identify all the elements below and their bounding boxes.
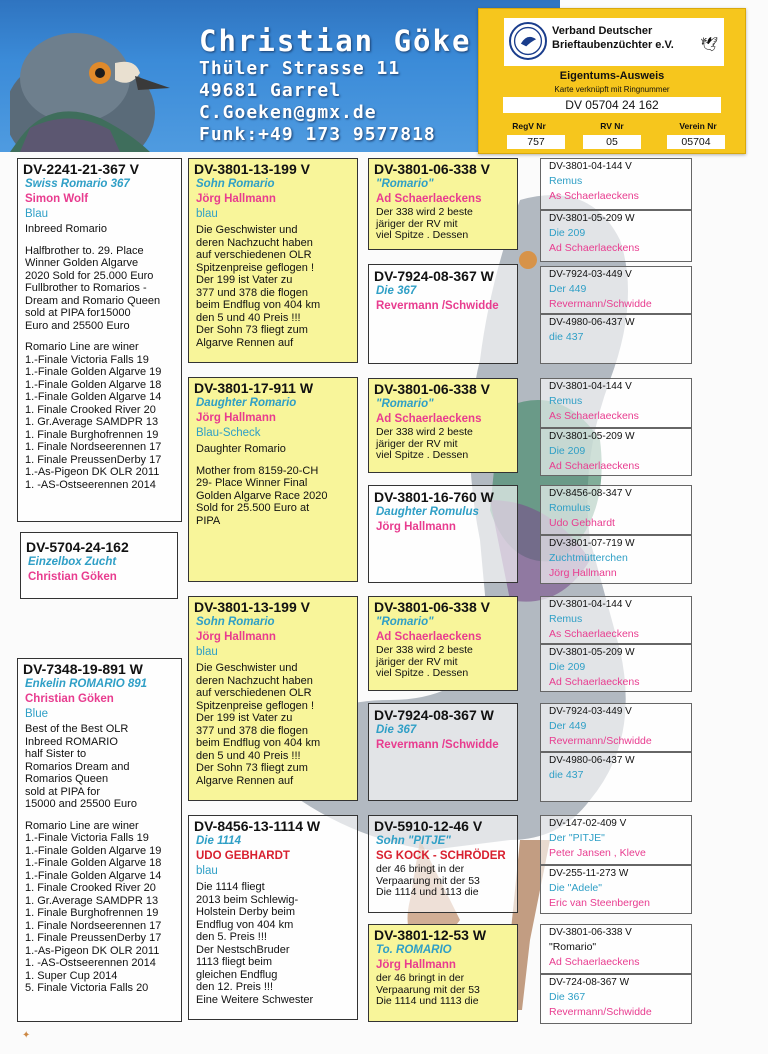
granddam-2-ring: DV-8456-13-1114 W: [194, 818, 321, 834]
text-line: 1113 fliegt beim: [196, 956, 273, 968]
text-line: half Sister to: [25, 748, 87, 760]
gggp-ring: DV-724-08-367 W: [549, 977, 630, 988]
text-line: 15000 and 25500 Euro: [25, 798, 137, 810]
text-line: Romarios Queen: [25, 773, 109, 785]
ggp-2-ring: DV-7924-08-367 W: [374, 268, 494, 284]
text-line: Mother from 8159-20-CH: [196, 464, 319, 477]
ggp-2-box[interactable]: [368, 264, 518, 364]
text-line: deren Nachzucht haben: [196, 674, 313, 687]
gggp-breeder: Ad Schaerlaeckens: [549, 242, 640, 254]
ggp-2-breeder: Revermann /Schwidde: [376, 300, 499, 312]
gggp-box[interactable]: [540, 924, 692, 974]
dam-ring: DV-7348-19-891 W: [23, 661, 143, 677]
gggp-name: Remus: [549, 395, 583, 407]
text-line: järiger der RV mit: [376, 655, 458, 668]
gggp-breeder: As Schaerlaeckens: [549, 628, 639, 640]
text-line: järiger der RV mit: [376, 217, 458, 230]
subject-ring: DV-5704-24-162: [26, 539, 129, 555]
gggp-breeder: Peter Jansen , Kleve: [549, 847, 646, 859]
text-line: Dream and Romario Queen: [25, 294, 161, 307]
text-line: Romarios Dream and: [25, 760, 130, 773]
text-line: 1. Finale PreussenDerby 17: [25, 932, 162, 944]
text-line: Winner Golden Algarve: [25, 257, 139, 269]
card-val-verein: 05704: [667, 135, 725, 149]
gggp-ring: DV-8456-08-347 V: [549, 488, 632, 499]
text-line: 1. Finale Burghofrennen 19: [25, 428, 159, 441]
card-subtitle: Karte verknüpft mit Ringnummer: [554, 85, 670, 94]
gggp-ring: DV-3801-06-338 V: [549, 927, 632, 938]
subject-box[interactable]: [20, 532, 178, 599]
spacer: [18, 236, 181, 245]
ggp-7-ring: DV-5910-12-46 V: [374, 818, 483, 834]
grandsire-1-ring: DV-3801-13-199 V: [194, 161, 310, 177]
spacer: [189, 456, 357, 465]
card-val-regv: 757: [507, 135, 565, 149]
ggp-5-breeder: Ad Schaerlaeckens: [376, 631, 482, 643]
gggp-name: Der 449: [549, 283, 587, 295]
granddam-2-name: Die 1114: [196, 835, 241, 847]
text-line: Halfbrother to. 29. Place: [25, 244, 144, 257]
ggp-3-breeder: Ad Schaerlaeckens: [376, 413, 482, 425]
pigeon-head-image: [10, 18, 195, 152]
gggp-ring: DV-3801-04-144 V: [549, 599, 632, 610]
text-line: viel Spitze . Dessen: [376, 667, 469, 679]
text-line: den 12. Preis !!!: [196, 981, 274, 993]
gggp-name: Die 209: [549, 445, 586, 457]
text-line: 29- Place Winner Final: [196, 477, 308, 489]
ggp-7-breeder: SG KOCK - SCHRÖDER: [376, 850, 506, 862]
text-line: Die 1114 und 1113 die: [376, 995, 479, 1007]
sire-box[interactable]: [17, 158, 182, 522]
text-line: viel Spitze . Dessen: [376, 229, 469, 241]
text-line: Der 199 ist Vater zu: [196, 274, 293, 286]
text-line: järiger der RV mit: [376, 437, 458, 450]
text-line: Fullbrother to Romarios -: [25, 282, 147, 294]
gggp-ring: DV-7924-03-449 V: [549, 269, 632, 280]
gggp-name: Die "Adele": [549, 882, 602, 894]
text-line: Verpaarung mit der 53: [376, 983, 480, 996]
sire-breeder: Simon Wolf: [25, 193, 89, 205]
gggp-box[interactable]: [540, 815, 692, 865]
gggp-box[interactable]: [540, 644, 692, 692]
granddam-2-description: [189, 881, 357, 1006]
grandsire-2-ring: DV-3801-13-199 V: [194, 599, 310, 615]
gggp-name: die 437: [549, 769, 584, 781]
gggp-name: Romulus: [549, 502, 591, 514]
gggp-name: "Romario": [549, 941, 597, 953]
gggp-breeder: Ad Schaerlaeckens: [549, 956, 640, 968]
grandsire-1-color: blau: [196, 208, 218, 220]
card-col-rv: RV Nr: [600, 121, 624, 131]
sire-description: [18, 223, 181, 491]
text-line: 377 und 378 die flogen: [196, 286, 308, 299]
gggp-box[interactable]: [540, 158, 692, 210]
text-line: 2020 Sold for 25.000 Euro: [25, 269, 154, 282]
ggp-6-breeder: Revermann /Schwidde: [376, 739, 499, 751]
ggp-4-breeder: Jörg Hallmann: [376, 521, 456, 533]
gggp-ring: DV-4980-06-437 W: [549, 755, 635, 766]
gggp-box[interactable]: [540, 314, 692, 364]
text-line: den 5 und 40 Preis !!!: [196, 311, 301, 324]
grandsire-1-box[interactable]: [188, 158, 358, 363]
gggp-name: Der "PITJE": [549, 832, 605, 844]
footer-logo-icon: ✦: [22, 1030, 31, 1041]
subject-breeder: Christian Göken: [28, 571, 117, 583]
text-line: beim Endflug von 404 km: [196, 299, 321, 311]
text-line: Sold for 25.500 Euro at: [196, 502, 310, 514]
card-col-regv: RegV Nr: [512, 121, 546, 131]
granddam-2-color: blau: [196, 865, 218, 877]
gggp-breeder: Revermann/Schwidde: [549, 298, 652, 310]
text-line: deren Nachzucht haben: [196, 236, 313, 249]
text-line: Die Geschwister und: [196, 662, 298, 674]
gggp-box[interactable]: [540, 266, 692, 314]
granddam-2-breeder: UDO GEBHARDT: [196, 850, 290, 862]
ggp-4-box[interactable]: [368, 485, 518, 583]
dam-breeder: Christian Göken: [25, 693, 114, 705]
gggp-name: Die 367: [549, 991, 586, 1003]
text-line: den 5. Preis !!!: [196, 931, 267, 943]
text-line: Holstein Derby beim: [196, 906, 296, 918]
text-line: 1.-Finale Golden Algarve 19: [25, 844, 162, 857]
text-line: 1.-Finale Victoria Falls 19: [25, 353, 149, 366]
text-line: Spitzenpreise geflogen !: [196, 699, 315, 712]
text-line: auf verschiedenen OLR: [196, 249, 312, 261]
text-line: 1. Finale Crooked River 20: [25, 882, 156, 894]
text-line: sold at PIPA for15000: [25, 307, 131, 319]
text-line: 1. Finale Nordseerennen 17: [25, 919, 162, 932]
text-line: 1.-Finale Golden Algarve 18: [25, 378, 162, 391]
ggp-7-name: Sohn "PITJE": [376, 835, 451, 847]
grandsire-2-breeder: Jörg Hallmann: [196, 631, 276, 643]
granddam-1-name: Daughter Romario: [196, 397, 297, 409]
text-line: Daughter Romario: [196, 443, 286, 455]
grandsire-2-name: Sohn Romario: [196, 616, 275, 628]
gggp-name: Die 209: [549, 661, 586, 673]
gggp-box[interactable]: [540, 703, 692, 752]
text-line: Spitzenpreise geflogen !: [196, 261, 315, 274]
text-line: 1. Finale Crooked River 20: [25, 403, 156, 416]
text-line: 377 und 378 die flogen: [196, 724, 308, 737]
sire-ring: DV-2241-21-367 V: [23, 161, 139, 177]
ggp-4-ring: DV-3801-16-760 W: [374, 489, 494, 505]
gggp-breeder: Revermann/Schwidde: [549, 1006, 652, 1018]
ggp-2-name: Die 367: [376, 285, 417, 297]
text-line: 1. Super Cup 2014: [25, 969, 118, 982]
text-line: Romario Line are winer: [25, 819, 139, 832]
subject-name: Einzelbox Zucht: [28, 556, 117, 568]
text-line: Der 338 wird 2 beste: [376, 644, 473, 656]
ggp-8-box[interactable]: [368, 924, 518, 1022]
text-line: Der NestschBruder: [196, 943, 290, 956]
text-line: Inbreed ROMARIO: [25, 735, 118, 748]
text-line: Golden Algarve Race 2020: [196, 489, 328, 502]
ggp-8-breeder: Jörg Hallmann: [376, 959, 456, 971]
dam-box[interactable]: [17, 658, 182, 1022]
ggp-1-name: "Romario": [376, 178, 434, 190]
text-line: Der 338 wird 2 beste: [376, 206, 473, 218]
grandsire-1-description: [189, 224, 357, 349]
gggp-ring: DV-7924-03-449 V: [549, 706, 632, 717]
text-line: Die 1114 fliegt: [196, 881, 265, 893]
dam-color: Blue: [25, 708, 49, 720]
gggp-name: Zuchtmütterchen: [549, 552, 628, 564]
granddam-1-box[interactable]: [188, 377, 358, 582]
gggp-name: die 437: [549, 331, 584, 343]
granddam-1-ring: DV-3801-17-911 W: [194, 380, 314, 396]
gggp-breeder: As Schaerlaeckens: [549, 410, 639, 422]
gggp-ring: DV-3801-05-209 W: [549, 647, 635, 658]
ggp-6-name: Die 367: [376, 724, 417, 736]
text-line: den 5 und 40 Preis !!!: [196, 749, 301, 762]
gggp-breeder: As Schaerlaeckens: [549, 190, 639, 202]
gggp-ring: DV-147-02-409 V: [549, 818, 627, 829]
text-line: Endflug von 404 km: [196, 918, 294, 931]
text-line: 1. Finale Nordseerennen 17: [25, 441, 162, 453]
sire-name: Swiss Romario 367: [25, 178, 130, 190]
gggp-name: Remus: [549, 613, 583, 625]
text-line: 1.-Finale Golden Algarve 14: [25, 869, 162, 882]
vdb-logo-icon: [509, 22, 547, 60]
text-line: Der Sohn 73 fliegt zum: [196, 762, 308, 774]
text-line: Der Sohn 73 fliegt zum: [196, 324, 308, 336]
gggp-breeder: Eric van Steenbergen: [549, 897, 650, 909]
gggp-ring: DV-3801-04-144 V: [549, 381, 632, 392]
ggp-6-box[interactable]: [368, 703, 518, 801]
text-line: 1. -AS-Ostseerennen 2014: [25, 957, 156, 969]
text-line: 1.-As-Pigeon DK OLR 2011: [25, 466, 160, 478]
text-line: Verpaarung mit der 53: [376, 874, 480, 887]
breeder-city: 49681 Garrel: [199, 80, 342, 101]
text-line: 1. Finale Burghofrennen 19: [25, 907, 159, 919]
ggp-3-box[interactable]: [368, 378, 518, 473]
grandsire-2-color: blau: [196, 646, 218, 658]
gggp-box[interactable]: [540, 210, 692, 262]
text-line: Best of the Best OLR: [25, 723, 129, 735]
gggp-box[interactable]: [540, 428, 692, 476]
gggp-name: Die 209: [549, 227, 586, 239]
text-line: 1.-Finale Golden Algarve 18: [25, 857, 162, 869]
gggp-breeder: Revermann/Schwidde: [549, 735, 652, 747]
grandsire-2-box[interactable]: [188, 596, 358, 801]
ggp-5-name: "Romario": [376, 616, 434, 628]
breeder-phone: Funk:+49 173 9577818: [199, 124, 436, 145]
text-line: 1.-As-Pigeon DK OLR 2011: [25, 944, 160, 957]
gggp-ring: DV-3801-07-719 W: [549, 538, 635, 549]
card-title: Eigentums-Ausweis: [559, 70, 665, 82]
gggp-box[interactable]: [540, 752, 692, 802]
gggp-box[interactable]: [540, 485, 692, 535]
bird-icon: 🕊: [700, 36, 718, 52]
granddam-1-color: Blau-Scheck: [196, 427, 261, 439]
card-val-rv: 05: [583, 135, 641, 149]
text-line: 2013 beim Schlewig-: [196, 893, 299, 906]
ggp-7-box[interactable]: [368, 815, 518, 913]
text-line: 5. Finale Victoria Falls 20: [25, 982, 149, 994]
text-line: 1. Gr.Average SAMDPR 13: [25, 416, 159, 428]
granddam-2-box[interactable]: [188, 815, 358, 1020]
text-line: auf verschiedenen OLR: [196, 687, 312, 699]
text-line: 1.-Finale Victoria Falls 19: [25, 832, 149, 844]
ggp-8-name: To. ROMARIO: [376, 944, 452, 956]
sire-color: Blau: [25, 208, 49, 220]
gggp-breeder: Ad Schaerlaeckens: [549, 460, 640, 472]
ggp-5-box[interactable]: [368, 596, 518, 691]
text-line: 1.-Finale Golden Algarve 14: [25, 391, 162, 403]
text-line: Der 338 wird 2 beste: [376, 426, 473, 438]
text-line: Der 199 ist Vater zu: [196, 712, 293, 724]
card-org-line1: Verband Deutscher: [552, 25, 653, 37]
gggp-breeder: Udo Gebhardt: [549, 517, 615, 529]
gggp-box[interactable]: [540, 535, 692, 584]
text-line: PIPA: [196, 514, 221, 527]
text-line: beim Endflug von 404 km: [196, 737, 321, 749]
dam-name: Enkelin ROMARIO 891: [25, 678, 148, 690]
ggp-3-ring: DV-3801-06-338 V: [374, 381, 490, 397]
text-line: Algarve Rennen auf: [196, 774, 294, 787]
text-line: viel Spitze . Dessen: [376, 449, 469, 461]
spacer: [18, 811, 181, 820]
text-line: Romario Line are winer: [25, 341, 139, 353]
breeder-street: Thüler Strasse 11: [199, 58, 401, 79]
text-line: gleichen Endflug: [196, 968, 278, 981]
text-line: der 46 bringt in der: [376, 972, 465, 984]
gggp-breeder: Ad Schaerlaeckens: [549, 676, 640, 688]
ggp-5-ring: DV-3801-06-338 V: [374, 599, 490, 615]
breeder-email[interactable]: C.Goeken@gmx.de: [199, 102, 377, 123]
text-line: der 46 bringt in der: [376, 863, 465, 875]
ggp-3-name: "Romario": [376, 398, 434, 410]
gggp-box[interactable]: [540, 974, 692, 1024]
gggp-breeder: Jörg Hallmann: [549, 567, 617, 579]
text-line: Inbreed Romario: [25, 223, 107, 235]
card-ring-number: DV 05704 24 162: [503, 97, 721, 113]
gggp-ring: DV-3801-04-144 V: [549, 161, 632, 172]
gggp-box[interactable]: [540, 865, 692, 914]
gggp-box[interactable]: [540, 596, 692, 644]
text-line: 1. -AS-Ostseerennen 2014: [25, 478, 156, 491]
text-line: 1. Gr.Average SAMDPR 13: [25, 894, 159, 907]
gggp-name: Der 449: [549, 720, 587, 732]
card-col-verein: Verein Nr: [679, 121, 717, 131]
breeder-name: Christian Göke: [199, 24, 472, 58]
text-line: Algarve Rennen auf: [196, 336, 294, 349]
ggp-8-ring: DV-3801-12-53 W: [374, 927, 487, 943]
text-line: 1. Finale PreussenDerby 17: [25, 453, 162, 466]
text-line: 1.-Finale Golden Algarve 19: [25, 366, 162, 378]
ggp-6-ring: DV-7924-08-367 W: [374, 707, 494, 723]
spacer: [18, 332, 181, 341]
dam-description: [18, 723, 181, 995]
grandsire-1-name: Sohn Romario: [196, 178, 275, 190]
ggp-1-box[interactable]: [368, 158, 518, 250]
ggp-4-name: Daughter Romulus: [376, 506, 479, 518]
gggp-ring: DV-3801-05-209 W: [549, 213, 635, 224]
ggp-1-ring: DV-3801-06-338 V: [374, 161, 490, 177]
text-line: Die Geschwister und: [196, 224, 298, 236]
card-org-name: [552, 24, 674, 52]
card-org-header: [504, 18, 724, 66]
granddam-1-description: [189, 443, 357, 527]
ggp-1-breeder: Ad Schaerlaeckens: [376, 193, 482, 205]
text-line: Euro and 25500 Euro: [25, 319, 130, 332]
granddam-1-breeder: Jörg Hallmann: [196, 412, 276, 424]
gggp-box[interactable]: [540, 378, 692, 428]
gggp-name: Remus: [549, 175, 583, 187]
gggp-ring: DV-3801-05-209 W: [549, 431, 635, 442]
grandsire-1-breeder: Jörg Hallmann: [196, 193, 276, 205]
grandsire-2-description: [189, 662, 357, 787]
gggp-ring: DV-4980-06-437 W: [549, 317, 635, 328]
text-line: Die 1114 und 1113 die: [376, 886, 479, 898]
gggp-ring: DV-255-11-273 W: [549, 868, 629, 879]
text-line: Eine Weitere Schwester: [196, 993, 314, 1006]
ownership-card: [478, 8, 746, 154]
card-org-line2: Brieftaubenzüchter e.V.: [552, 39, 674, 51]
text-line: sold at PIPA for: [25, 785, 101, 798]
